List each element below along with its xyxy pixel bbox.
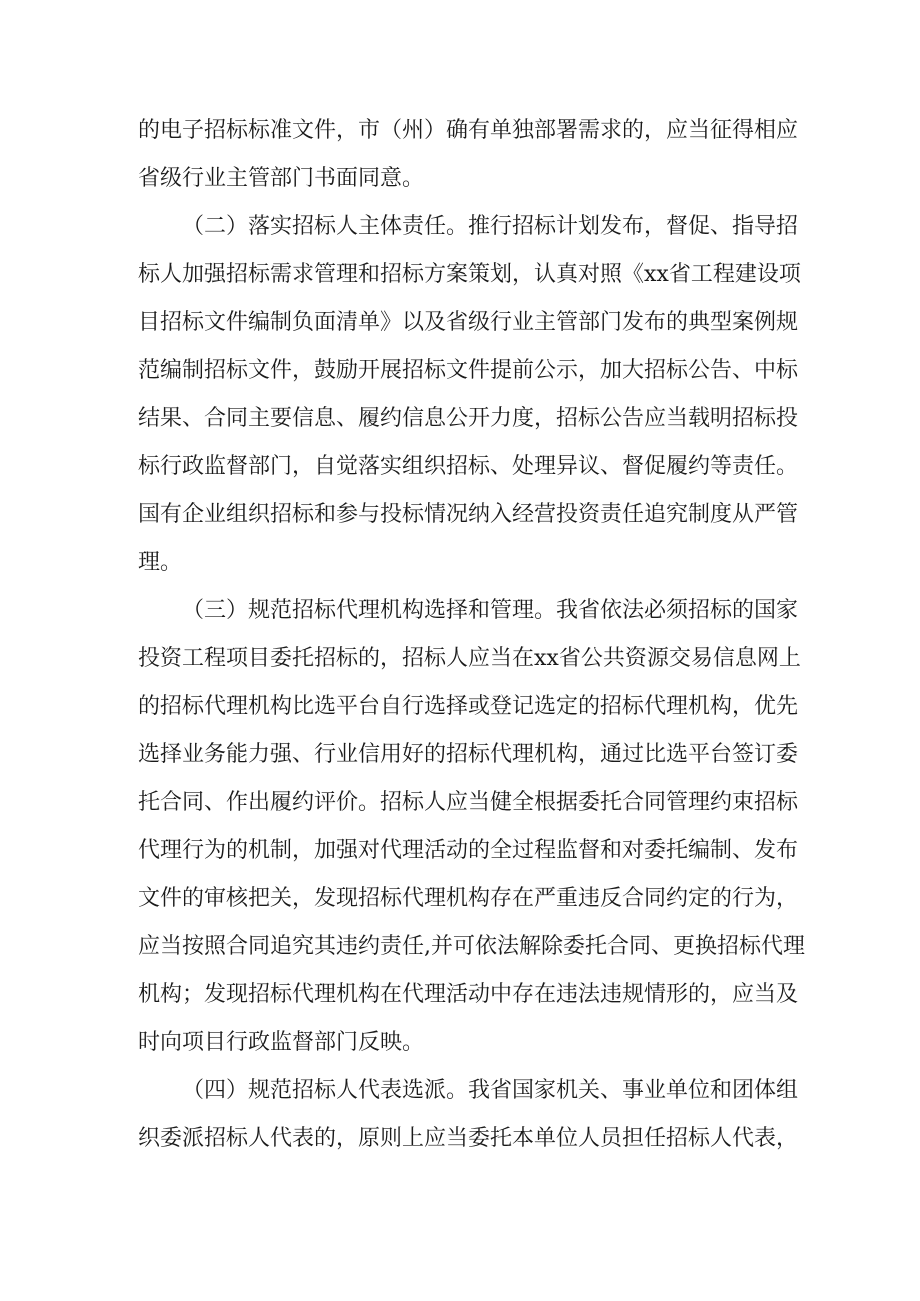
- text-line: （四）规范招标人代表选派。我省国家机关、事业单位和团体组: [182, 1078, 799, 1103]
- text-line: 目招标文件编制负面清单》以及省级行业主管部门发布的典型案例规: [138, 310, 799, 335]
- text-line: 标人加强招标需求管理和招标方案策划，认真对照《xx省工程建设项: [138, 262, 801, 287]
- text-line: 投资工程项目委托招标的，招标人应当在xx省公共资源交易信息网上: [138, 646, 801, 671]
- text-line: 织委派招标人代表的，原则上应当委托本单位人员担任招标人代表，: [138, 1126, 799, 1151]
- text-line: （二）落实招标人主体责任。推行招标计划发布，督促、指导招: [182, 214, 799, 239]
- text-line: 文件的审核把关，发现招标代理机构存在严重违反合同约定的行为，: [138, 886, 799, 911]
- text-line: 的招标代理机构比选平台自行选择或登记选定的招标代理机构，优先: [138, 694, 799, 719]
- paragraph-3: [138, 587, 805, 1067]
- paragraph-4: [138, 1067, 799, 1163]
- text-line: 机构；发现招标代理机构在代理活动中存在违法违规情形的，应当及: [138, 982, 799, 1007]
- text-line: 标行政监督部门，自觉落实组织招标、处理异议、督促履约等责任。: [138, 454, 799, 479]
- text-line: 的电子招标标准文件，市（州）确有单独部署需求的，应当征得相应: [138, 118, 799, 143]
- text-line: 选择业务能力强、行业信用好的招标代理机构，通过比选平台签订委: [138, 742, 799, 767]
- text-line: 省级行业主管部门书面同意。: [138, 166, 425, 191]
- text-line: （三）规范招标代理机构选择和管理。我省依法必须招标的国家: [182, 598, 799, 623]
- text-line: 应当按照合同追究其违约责任,并可依法解除委托合同、更换招标代理: [138, 934, 805, 959]
- document-body: [138, 107, 805, 1163]
- text-line: 结果、合同主要信息、履约信息公开力度，招标公告应当载明招标投: [138, 406, 799, 431]
- text-line: 范编制招标文件，鼓励开展招标文件提前公示，加大招标公告、中标: [138, 358, 799, 383]
- text-line: 托合同、作出履约评价。招标人应当健全根据委托合同管理约束招标: [138, 790, 799, 815]
- paragraph-1: [138, 107, 799, 203]
- paragraph-2: [138, 203, 801, 587]
- text-line: 国有企业组织招标和参与投标情况纳入经营投资责任追究制度从严管: [138, 502, 799, 527]
- text-line: 代理行为的机制，加强对代理活动的全过程监督和对委托编制、发布: [138, 838, 799, 863]
- text-line: 理。: [138, 550, 183, 575]
- text-line: 时向项目行政监督部门反映。: [138, 1030, 425, 1055]
